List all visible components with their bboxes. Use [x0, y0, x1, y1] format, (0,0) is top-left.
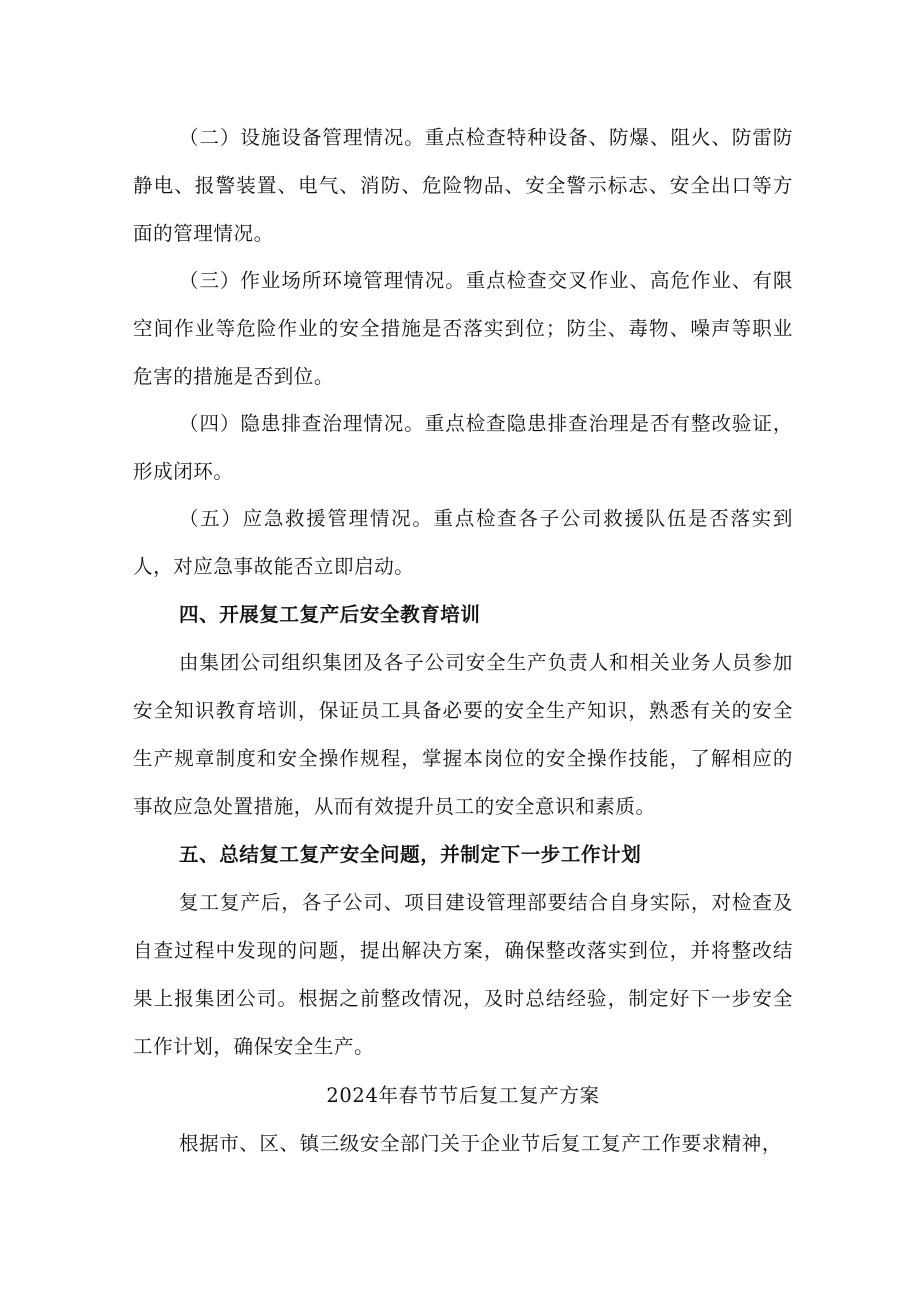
paragraph-hazard-investigation: （四）隐患排查治理情况。重点检查隐患排查治理是否有整改验证，形成闭环。 [133, 412, 793, 483]
paragraph-facility-equipment: （二）设施设备管理情况。重点检查特种设备、防爆、阻火、防雷防静电、报警装置、电气、消防、危险物品、安全警示标志、安全出口等方面的管理情况。 [133, 126, 793, 245]
paragraph-emergency-rescue: （五）应急救援管理情况。重点检查各子公司救援队伍是否落实到人，对应急事故能否立即启动。 [133, 507, 793, 578]
section-heading-summary: 五、总结复工复产安全问题，并制定下一步工作计划 [179, 843, 642, 866]
paragraph-intro: 根据市、区、镇三级安全部门关于企业节后复工复产工作要求精神， [179, 1132, 783, 1155]
paragraph-summary: 复工复产后，各子公司、项目建设管理部要结合自身实际，对检查及自查过程中发现的问题，提出解决方案，确保整改落实到位，并将整改结果上报集团公司。根据之前整改情况，及时总结经验，制定好下一步安全工作计划，确保安全生产。 [133, 891, 793, 1058]
section-heading-training: 四、开展复工复产后安全教育培训 [179, 603, 481, 626]
document-title: 2024年春节节后复工复产方案 [326, 1084, 600, 1107]
paragraph-workplace-environment: （三）作业场所环境管理情况。重点检查交叉作业、高危作业、有限空间作业等危险作业的安全措施是否落实到位；防尘、毒物、噪声等职业危害的措施是否到位。 [133, 269, 793, 388]
paragraph-training: 由集团公司组织集团及各子公司安全生产负责人和相关业务人员参加安全知识教育培训，保证员工具备必要的安全生产知识，熟悉有关的安全生产规章制度和安全操作规程，掌握本岗位的安全操作技能，了解相应的事故应急处置措施，从而有效提升员工的安全意识和素质。 [133, 651, 793, 818]
